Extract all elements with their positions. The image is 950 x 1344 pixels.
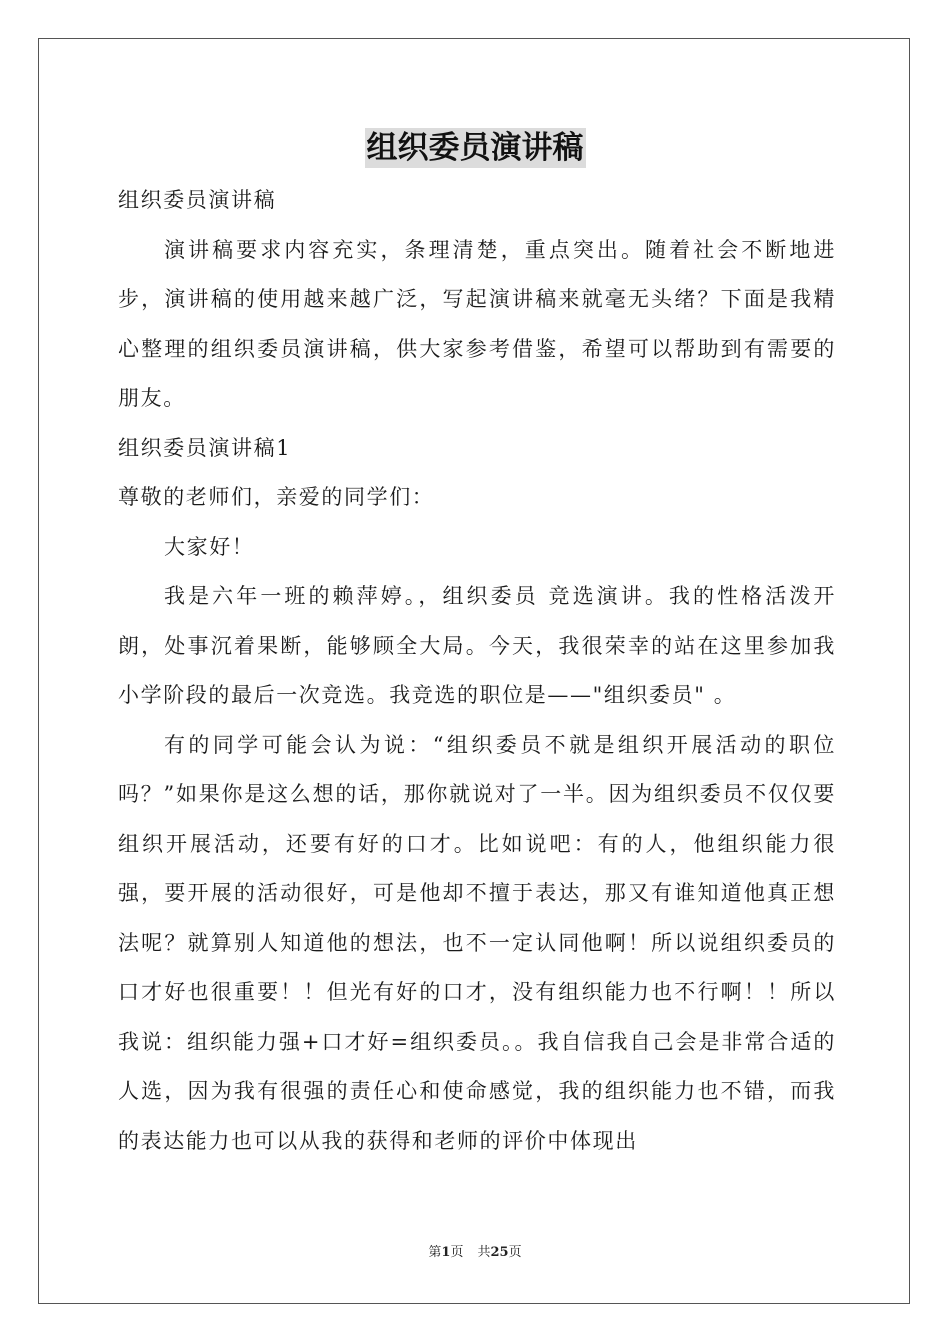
greeting-paragraph: 大家好！ (164, 534, 255, 559)
subtitle-paragraph: 组织委员演讲稿 (118, 188, 277, 212)
document-title-row (0, 128, 950, 168)
body-paragraph: 有的同学可能会认为说：“组织委员不就是组织开展活动的职位吗？”如果你是这么想的话，那你就说对了一半。因为组织委员不仅仅要组织开展活动，还要有好的口才。比如说吧：有的人，他组织能力很强，要开展的活动很好，可是他却不擅于表达，那又有谁知道他真正想法呢？就算别人知道他的想法，也不一定认同他啊！所以说组织委员的口才好也很重要！！但光有好的口才，没有组织能力也不行啊！！所以我说：组织能力强+口才好=组织委员。。我自信我自己会是非常合适的人选，因为我有很强的责任心和使命感觉，我的组织能力也不错，而我的表达能力也可以从我的获得和老师的评价中体现出 (118, 732, 836, 1153)
intro-paragraph: 演讲稿要求内容充实，条理清楚，重点突出。随着社会不断地进步，演讲稿的使用越来越广泛，写起演讲稿来就毫无头绪？下面是我精心整理的组织委员演讲稿，供大家参考借鉴，希望可以帮助到有需要的朋友。 (118, 237, 836, 410)
footer-total-pages: 25 (490, 1245, 509, 1260)
footer-total-prefix: 共 (477, 1245, 491, 1260)
section-heading: 组织委员演讲稿1 (118, 435, 292, 460)
salutation-paragraph: 尊敬的老师们，亲爱的同学们： (118, 485, 435, 509)
document-body (118, 176, 836, 1166)
document-title: 组织委员演讲稿 (366, 130, 584, 166)
footer-page-suffix: 页 (450, 1245, 464, 1260)
page-footer (0, 1244, 950, 1262)
footer-total-suffix: 页 (508, 1245, 522, 1260)
footer-page-prefix: 第 (428, 1245, 442, 1260)
footer-page-number: 1 (441, 1245, 451, 1260)
body-paragraph: 我是六年一班的赖萍婷。，组织委员 竞选演讲。我的性格活泼开朗，处事沉着果断，能够顾全大局。今天，我很荣幸的站在这里参加我小学阶段的最后一次竞选。我竞选的职位是——"组织委员" 。 (118, 584, 836, 707)
